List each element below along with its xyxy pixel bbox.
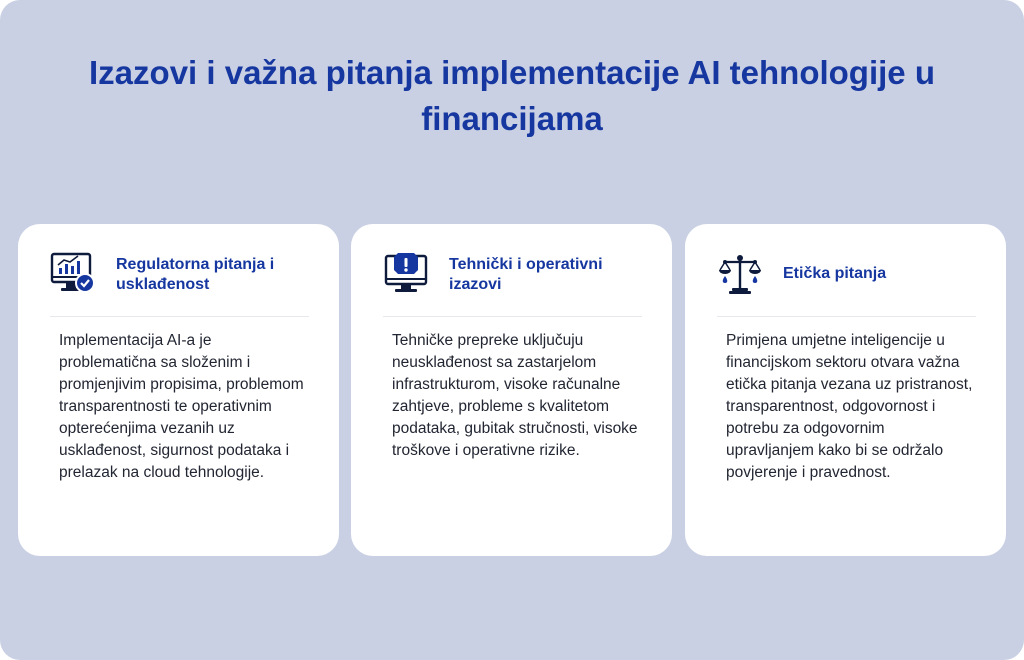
card-heading: Regulatorna pitanja i usklađenost: [116, 256, 275, 293]
card-header: [18, 224, 339, 316]
balance-scale-icon: [717, 250, 763, 296]
divider: [717, 316, 976, 317]
divider: [50, 316, 309, 317]
monitor-alert-icon: [383, 250, 429, 296]
page-title: Izazovi i važna pitanja implementacije AI tehnologije u financijama: [89, 54, 935, 137]
card-regulatory: [18, 224, 339, 556]
card-body: Implementacija AI-a je problematična sa složenim i promjenjivim propisima, problemom transparentnosti te operativnim opterećenjima vezanih uz usklađenost, sigurnost podataka i prelazak na cloud tehnologije.: [59, 332, 304, 481]
monitor-chart-check-icon: [50, 250, 96, 296]
card-header: [351, 224, 672, 316]
card-body: Primjena umjetne inteligencije u financijskom sektoru otvara važna etička pitanja vezana uz pristranost, transparentnost, odgovornost i potrebu za odgovornim upravljanjem kako bi se održalo povjerenje i pravednost.: [726, 332, 973, 481]
divider: [383, 316, 642, 317]
card-header: [685, 224, 1006, 316]
card-technical: [351, 224, 672, 556]
card-heading: Tehnički i operativni izazovi: [449, 256, 603, 293]
card-heading: Etička pitanja: [783, 265, 887, 282]
card-body: Tehničke prepreke uključuju neusklađenost sa zastarjelom infrastrukturom, visoke računalne zahtjeve, probleme s kvalitetom podataka, gubitak stručnosti, visoke troškove i operativne rizike.: [392, 332, 638, 459]
card-ethics: [685, 224, 1006, 556]
